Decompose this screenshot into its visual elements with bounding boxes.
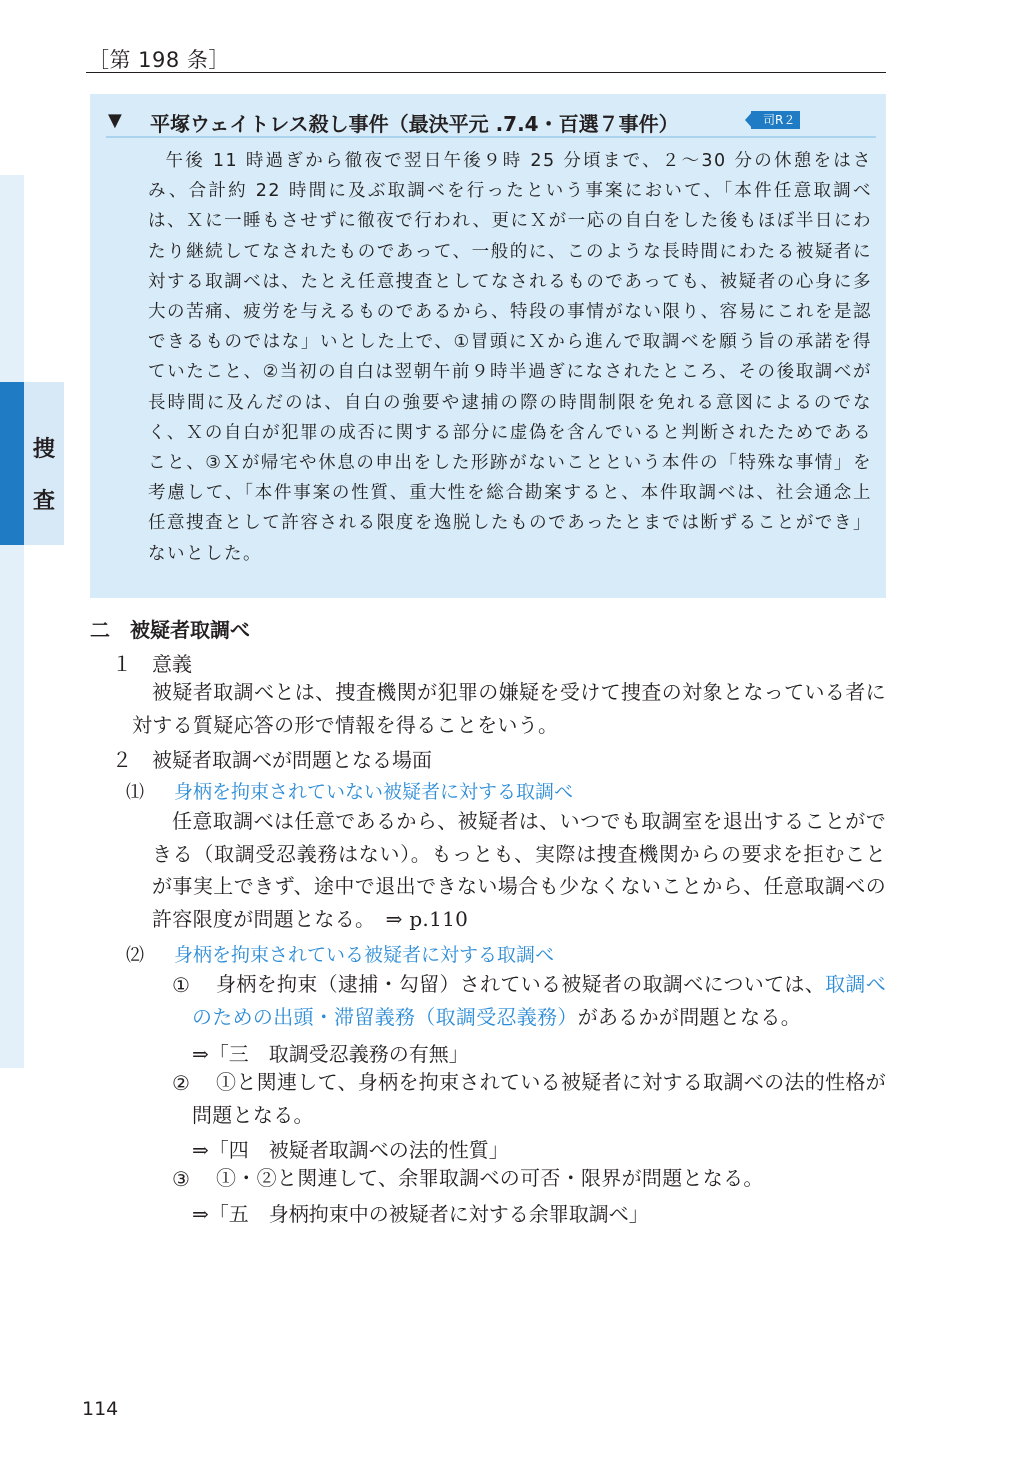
item-paragraph: 任意取調べは任意であるから、被疑者は、いつでも取調室を退出することができる（取調受忍義務はない）。もっとも、実際は捜査機関からの要求を拒むことが事実上できず、途中で退出できない場合も少なくないことから、任意取調べの許容限度が問題となる。 ⇒ p.110: [152, 809, 886, 931]
subsection-heading: ２ 被疑者取調べが問題となる場面: [112, 748, 432, 772]
exam-badge: 司R２: [751, 111, 800, 129]
side-index-strip: [0, 175, 24, 1068]
point-number: ③: [172, 1167, 190, 1191]
page-header: [86, 42, 886, 73]
item-number: ⑵: [126, 945, 144, 966]
definition-paragraph: 被疑者取調べとは、捜査機関が犯罪の嫌疑を受けて捜査の対象となっている者に対する質疑応答の形で情報を得ることをいう。: [132, 680, 886, 737]
case-body-text: 午後 11 時過ぎから徹夜で翌日午後９時 25 分頃まで、２〜30 分の休憩をはさみ、合計約 22 時間に及ぶ取調べを行ったという事案において、「本件任意取調べは、Ｘに一睡もさせずに徹夜で行われ、更にＸが一応の自白をした後もほぼ半日にわたり継続してなされたものであって、一般的に、このような長時間にわたる被疑者に対する取調べは、たとえ任意捜査としてなされるものであっても、被疑者の心身に多大の苦痛、疲労を与えるものであるから、特段の事情がない限り、容易にこれを是認できるものではな」いとした上で、①冒頭にＸから進んで取調べを願う旨の承諾を得ていたこと、②当初の自白は翌朝午前９時半過ぎになされたところ、その後取調べが長時間に及んだのは、自白の強要や逮捕の際の時間制限を免れる意図によるのでなく、Ｘの自白が犯罪の成否に関する部分に虚偽を含んでいると判断されたためであること、③Ｘが帰宅や休息の申出をした形跡がないことという本件の「特殊な事情」を考慮して、「本件事案の性質、重大性を総合勘案すると、本件取調べは、社会通念上任意捜査として許容される限度を逸脱したものであったとまでは断ずることができ」ないとした。: [148, 151, 873, 564]
highlighted-term: 取調べのための出頭・滞留義務（取調受忍義務）: [192, 972, 886, 1029]
point-paragraph: ①・②と関連して、余罪取調べの可否・限界が問題となる。: [216, 1166, 764, 1190]
article-title: ［第 198 条］: [88, 48, 230, 72]
triangle-marker-icon: ▼: [108, 110, 122, 131]
cross-reference: ⇒「三 取調受忍義務の有無」: [192, 1042, 469, 1066]
page-number: 114: [82, 1398, 119, 1420]
cross-reference: ⇒「四 被疑者取調べの法的性質」: [192, 1138, 509, 1162]
side-index-label: 捜 査: [32, 437, 55, 514]
point-paragraph: ①と関連して、身柄を拘束されている被疑者に対する取調べの法的性格が問題となる。: [192, 1070, 886, 1127]
case-title: 平塚ウェイトレス殺し事件（最決平元 .7.4・百選７事件）: [150, 112, 679, 136]
item-number: ⑴: [126, 782, 144, 803]
item-title: 身柄を拘束されている被疑者に対する取調べ: [174, 944, 555, 966]
section-heading: 二 被疑者取調べ: [90, 618, 250, 642]
point-paragraph: 身柄を拘束（逮捕・勾留）されている被疑者の取調べについては、取調べのための出頭・滞留義務（取調受忍義務）があるかが問題となる。: [192, 972, 886, 1029]
subsection-heading: １ 意義: [112, 652, 192, 676]
point-number: ①: [172, 973, 190, 997]
case-title-row: [106, 106, 876, 138]
case-box: [90, 94, 886, 598]
case-body: [148, 146, 872, 569]
cross-reference: ⇒「五 身柄拘束中の被疑者に対する余罪取調べ」: [192, 1202, 649, 1226]
item-title: 身柄を拘束されていない被疑者に対する取調べ: [174, 781, 574, 803]
point-number: ②: [172, 1071, 190, 1095]
